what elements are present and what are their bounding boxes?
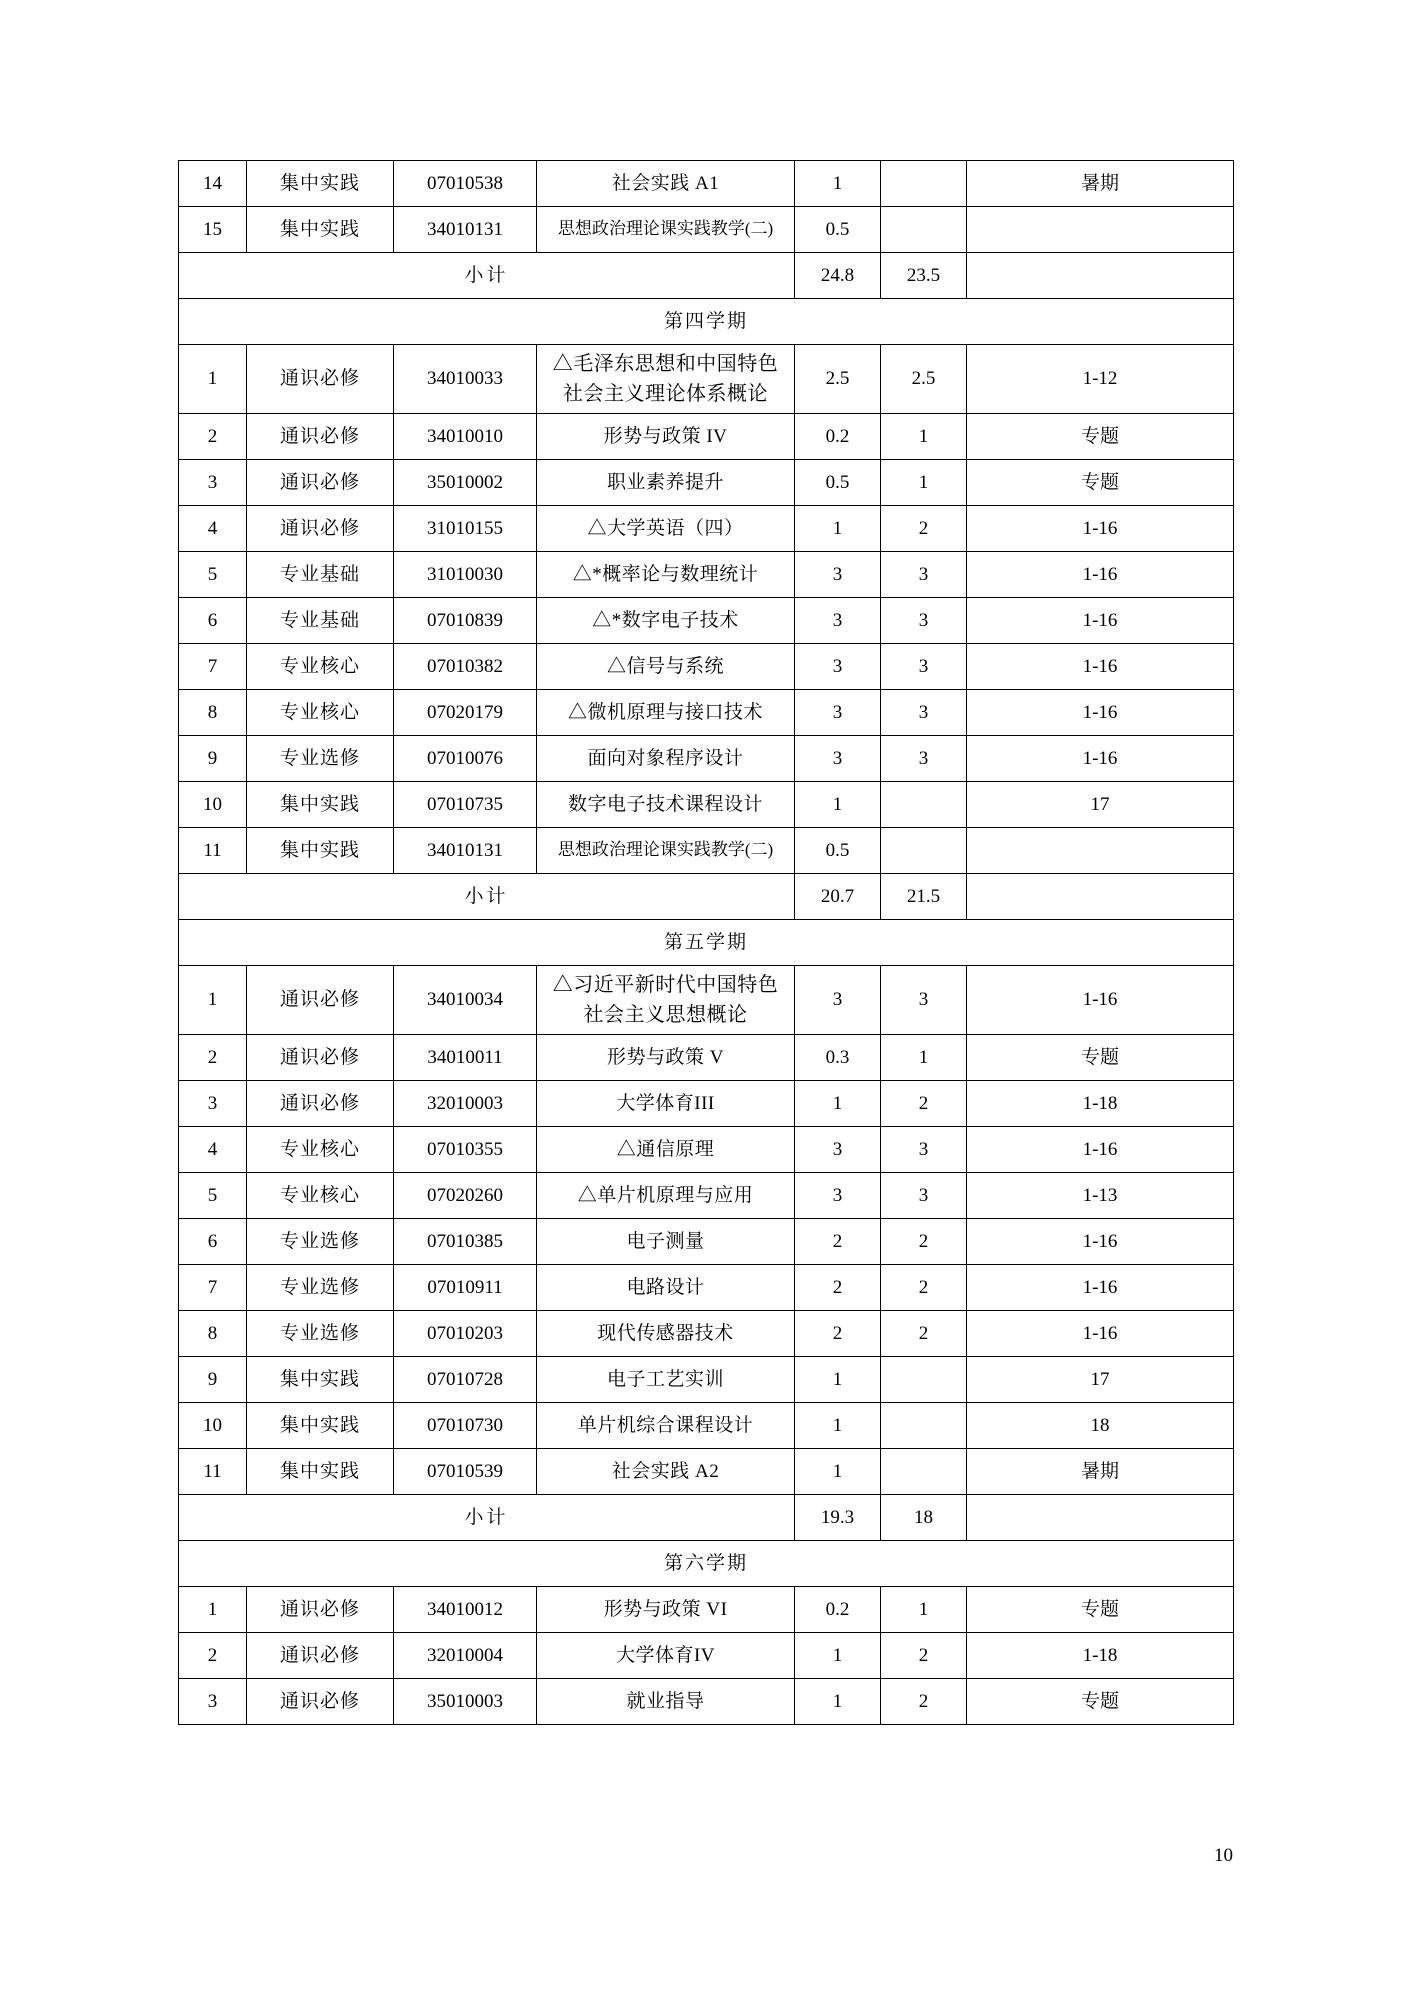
course-credit: 2 bbox=[795, 1219, 881, 1265]
row-index: 8 bbox=[179, 690, 247, 736]
course-credit: 3 bbox=[795, 1127, 881, 1173]
table-row bbox=[179, 1541, 1234, 1587]
table-row bbox=[179, 552, 1234, 598]
row-index: 10 bbox=[179, 782, 247, 828]
subtotal-hours: 23.5 bbox=[881, 253, 967, 299]
course-name: 面向对象程序设计 bbox=[537, 736, 795, 782]
table-row bbox=[179, 1357, 1234, 1403]
course-weeks: 1-16 bbox=[967, 598, 1234, 644]
course-category: 集中实践 bbox=[247, 828, 394, 874]
course-category: 专业基础 bbox=[247, 552, 394, 598]
course-category: 通识必修 bbox=[247, 1587, 394, 1633]
table-row bbox=[179, 1081, 1234, 1127]
course-name: 现代传感器技术 bbox=[537, 1311, 795, 1357]
course-code: 07020179 bbox=[394, 690, 537, 736]
table-row bbox=[179, 207, 1234, 253]
table-row bbox=[179, 874, 1234, 920]
course-name: 就业指导 bbox=[537, 1679, 795, 1725]
table-row bbox=[179, 1633, 1234, 1679]
row-index: 7 bbox=[179, 1265, 247, 1311]
row-index: 15 bbox=[179, 207, 247, 253]
course-category: 通识必修 bbox=[247, 1081, 394, 1127]
table-row bbox=[179, 1587, 1234, 1633]
course-name: △大学英语（四） bbox=[537, 506, 795, 552]
course-weeks: 18 bbox=[967, 1403, 1234, 1449]
course-weeks bbox=[967, 828, 1234, 874]
course-weeks: 1-16 bbox=[967, 736, 1234, 782]
table-row bbox=[179, 644, 1234, 690]
row-index: 4 bbox=[179, 506, 247, 552]
table-row bbox=[179, 460, 1234, 506]
row-index: 2 bbox=[179, 1633, 247, 1679]
table-row bbox=[179, 161, 1234, 207]
course-category: 通识必修 bbox=[247, 966, 394, 1035]
course-credit: 0.5 bbox=[795, 207, 881, 253]
course-hours: 3 bbox=[881, 1127, 967, 1173]
course-weeks: 专题 bbox=[967, 460, 1234, 506]
course-code: 32010004 bbox=[394, 1633, 537, 1679]
course-code: 32010003 bbox=[394, 1081, 537, 1127]
course-category: 通识必修 bbox=[247, 1633, 394, 1679]
course-hours bbox=[881, 828, 967, 874]
table-row bbox=[179, 1127, 1234, 1173]
subtotal-label: 小计 bbox=[179, 874, 795, 920]
course-category: 专业基础 bbox=[247, 598, 394, 644]
course-code: 07010728 bbox=[394, 1357, 537, 1403]
course-category: 专业核心 bbox=[247, 1173, 394, 1219]
course-credit: 3 bbox=[795, 552, 881, 598]
course-weeks: 1-13 bbox=[967, 1173, 1234, 1219]
row-index: 3 bbox=[179, 460, 247, 506]
course-hours: 2 bbox=[881, 1633, 967, 1679]
table-row bbox=[179, 1265, 1234, 1311]
table-row bbox=[179, 1035, 1234, 1081]
course-code: 34010033 bbox=[394, 345, 537, 414]
course-category: 专业核心 bbox=[247, 690, 394, 736]
subtotal-credit: 19.3 bbox=[795, 1495, 881, 1541]
course-hours bbox=[881, 782, 967, 828]
course-credit: 3 bbox=[795, 598, 881, 644]
course-category: 专业选修 bbox=[247, 736, 394, 782]
course-name: △信号与系统 bbox=[537, 644, 795, 690]
course-credit: 1 bbox=[795, 1679, 881, 1725]
row-index: 10 bbox=[179, 1403, 247, 1449]
course-credit: 3 bbox=[795, 690, 881, 736]
course-category: 集中实践 bbox=[247, 1449, 394, 1495]
curriculum-sheet bbox=[178, 160, 1233, 1725]
course-hours: 1 bbox=[881, 460, 967, 506]
course-name: 大学体育III bbox=[537, 1081, 795, 1127]
course-name: 职业素养提升 bbox=[537, 460, 795, 506]
course-code: 34010012 bbox=[394, 1587, 537, 1633]
course-hours: 2 bbox=[881, 506, 967, 552]
table-row bbox=[179, 1449, 1234, 1495]
course-code: 07010385 bbox=[394, 1219, 537, 1265]
course-name: △通信原理 bbox=[537, 1127, 795, 1173]
course-category: 通识必修 bbox=[247, 1035, 394, 1081]
row-index: 3 bbox=[179, 1081, 247, 1127]
course-code: 07010911 bbox=[394, 1265, 537, 1311]
course-credit: 1 bbox=[795, 1633, 881, 1679]
row-index: 11 bbox=[179, 1449, 247, 1495]
course-credit: 3 bbox=[795, 736, 881, 782]
course-name: 单片机综合课程设计 bbox=[537, 1403, 795, 1449]
course-weeks: 17 bbox=[967, 782, 1234, 828]
course-code: 07010539 bbox=[394, 1449, 537, 1495]
subtotal-weeks bbox=[967, 1495, 1234, 1541]
table-row bbox=[179, 299, 1234, 345]
course-credit: 3 bbox=[795, 966, 881, 1035]
course-name: 电路设计 bbox=[537, 1265, 795, 1311]
course-code: 31010030 bbox=[394, 552, 537, 598]
course-code: 07010735 bbox=[394, 782, 537, 828]
course-code: 34010011 bbox=[394, 1035, 537, 1081]
course-weeks: 1-12 bbox=[967, 345, 1234, 414]
course-weeks: 1-16 bbox=[967, 690, 1234, 736]
row-index: 14 bbox=[179, 161, 247, 207]
course-code: 34010034 bbox=[394, 966, 537, 1035]
course-code: 07010355 bbox=[394, 1127, 537, 1173]
course-hours: 1 bbox=[881, 414, 967, 460]
subtotal-hours: 18 bbox=[881, 1495, 967, 1541]
course-credit: 1 bbox=[795, 1081, 881, 1127]
course-weeks: 1-18 bbox=[967, 1633, 1234, 1679]
course-code: 07010538 bbox=[394, 161, 537, 207]
semester-section-header: 第六学期 bbox=[179, 1541, 1234, 1587]
course-code: 34010131 bbox=[394, 828, 537, 874]
course-name: 形势与政策 VI bbox=[537, 1587, 795, 1633]
course-name: 数字电子技术课程设计 bbox=[537, 782, 795, 828]
course-hours: 2.5 bbox=[881, 345, 967, 414]
course-credit: 1 bbox=[795, 1449, 881, 1495]
course-code: 34010131 bbox=[394, 207, 537, 253]
course-hours: 3 bbox=[881, 690, 967, 736]
semester-section-header: 第五学期 bbox=[179, 920, 1234, 966]
semester-section-header: 第四学期 bbox=[179, 299, 1234, 345]
course-credit: 3 bbox=[795, 644, 881, 690]
course-hours: 2 bbox=[881, 1219, 967, 1265]
row-index: 1 bbox=[179, 1587, 247, 1633]
table-row bbox=[179, 1495, 1234, 1541]
row-index: 2 bbox=[179, 1035, 247, 1081]
course-weeks bbox=[967, 207, 1234, 253]
row-index: 6 bbox=[179, 598, 247, 644]
row-index: 4 bbox=[179, 1127, 247, 1173]
course-category: 集中实践 bbox=[247, 1357, 394, 1403]
course-credit: 1 bbox=[795, 1357, 881, 1403]
course-category: 集中实践 bbox=[247, 161, 394, 207]
course-hours: 3 bbox=[881, 1173, 967, 1219]
curriculum-table-body bbox=[179, 161, 1234, 1725]
course-name: △*概率论与数理统计 bbox=[537, 552, 795, 598]
row-index: 1 bbox=[179, 966, 247, 1035]
course-hours: 2 bbox=[881, 1081, 967, 1127]
course-category: 通识必修 bbox=[247, 1679, 394, 1725]
course-weeks: 1-16 bbox=[967, 644, 1234, 690]
course-name: 思想政治理论课实践教学(二) bbox=[537, 207, 795, 253]
course-code: 31010155 bbox=[394, 506, 537, 552]
course-credit: 2.5 bbox=[795, 345, 881, 414]
course-name: 思想政治理论课实践教学(二) bbox=[537, 828, 795, 874]
course-category: 专业选修 bbox=[247, 1219, 394, 1265]
course-hours: 1 bbox=[881, 1035, 967, 1081]
table-row bbox=[179, 1403, 1234, 1449]
curriculum-table bbox=[178, 160, 1234, 1725]
table-row bbox=[179, 690, 1234, 736]
course-weeks: 专题 bbox=[967, 414, 1234, 460]
course-name: △*数字电子技术 bbox=[537, 598, 795, 644]
course-weeks: 1-16 bbox=[967, 966, 1234, 1035]
course-hours bbox=[881, 207, 967, 253]
row-index: 5 bbox=[179, 552, 247, 598]
row-index: 7 bbox=[179, 644, 247, 690]
course-name: 社会实践 A2 bbox=[537, 1449, 795, 1495]
table-row bbox=[179, 1679, 1234, 1725]
course-hours: 2 bbox=[881, 1679, 967, 1725]
table-row bbox=[179, 828, 1234, 874]
course-name: △单片机原理与应用 bbox=[537, 1173, 795, 1219]
course-weeks: 专题 bbox=[967, 1679, 1234, 1725]
course-category: 专业选修 bbox=[247, 1265, 394, 1311]
row-index: 6 bbox=[179, 1219, 247, 1265]
course-weeks: 1-16 bbox=[967, 1265, 1234, 1311]
course-weeks: 1-16 bbox=[967, 1127, 1234, 1173]
course-code: 07020260 bbox=[394, 1173, 537, 1219]
course-weeks: 专题 bbox=[967, 1587, 1234, 1633]
course-credit: 3 bbox=[795, 1173, 881, 1219]
row-index: 3 bbox=[179, 1679, 247, 1725]
course-weeks: 1-16 bbox=[967, 1311, 1234, 1357]
subtotal-weeks bbox=[967, 253, 1234, 299]
course-category: 集中实践 bbox=[247, 782, 394, 828]
row-index: 11 bbox=[179, 828, 247, 874]
course-category: 通识必修 bbox=[247, 345, 394, 414]
course-hours bbox=[881, 1449, 967, 1495]
course-code: 35010003 bbox=[394, 1679, 537, 1725]
course-weeks: 专题 bbox=[967, 1035, 1234, 1081]
course-hours: 2 bbox=[881, 1265, 967, 1311]
subtotal-label: 小计 bbox=[179, 253, 795, 299]
course-weeks: 17 bbox=[967, 1357, 1234, 1403]
course-category: 通识必修 bbox=[247, 506, 394, 552]
course-credit: 2 bbox=[795, 1311, 881, 1357]
course-weeks: 暑期 bbox=[967, 161, 1234, 207]
course-category: 通识必修 bbox=[247, 460, 394, 506]
row-index: 8 bbox=[179, 1311, 247, 1357]
course-credit: 0.2 bbox=[795, 414, 881, 460]
course-hours: 2 bbox=[881, 1311, 967, 1357]
table-row bbox=[179, 1219, 1234, 1265]
table-row bbox=[179, 782, 1234, 828]
course-credit: 0.3 bbox=[795, 1035, 881, 1081]
table-row bbox=[179, 1173, 1234, 1219]
course-hours bbox=[881, 161, 967, 207]
course-credit: 1 bbox=[795, 506, 881, 552]
course-name: 形势与政策 V bbox=[537, 1035, 795, 1081]
subtotal-weeks bbox=[967, 874, 1234, 920]
course-credit: 2 bbox=[795, 1265, 881, 1311]
course-code: 07010076 bbox=[394, 736, 537, 782]
course-weeks: 1-16 bbox=[967, 552, 1234, 598]
course-name: △习近平新时代中国特色 社会主义思想概论 bbox=[537, 966, 795, 1035]
course-weeks: 1-16 bbox=[967, 506, 1234, 552]
course-category: 专业选修 bbox=[247, 1311, 394, 1357]
course-name: 大学体育IV bbox=[537, 1633, 795, 1679]
course-category: 专业核心 bbox=[247, 1127, 394, 1173]
course-hours bbox=[881, 1357, 967, 1403]
course-hours bbox=[881, 1403, 967, 1449]
course-credit: 1 bbox=[795, 1403, 881, 1449]
table-row bbox=[179, 506, 1234, 552]
course-weeks: 1-18 bbox=[967, 1081, 1234, 1127]
course-category: 专业核心 bbox=[247, 644, 394, 690]
course-name: 社会实践 A1 bbox=[537, 161, 795, 207]
table-row bbox=[179, 966, 1234, 1035]
course-hours: 1 bbox=[881, 1587, 967, 1633]
course-credit: 0.2 bbox=[795, 1587, 881, 1633]
course-code: 07010382 bbox=[394, 644, 537, 690]
row-index: 9 bbox=[179, 736, 247, 782]
course-code: 07010839 bbox=[394, 598, 537, 644]
course-code: 07010730 bbox=[394, 1403, 537, 1449]
table-row bbox=[179, 920, 1234, 966]
table-row bbox=[179, 253, 1234, 299]
row-index: 1 bbox=[179, 345, 247, 414]
course-weeks: 1-16 bbox=[967, 1219, 1234, 1265]
course-hours: 3 bbox=[881, 552, 967, 598]
course-credit: 0.5 bbox=[795, 828, 881, 874]
course-name: 形势与政策 IV bbox=[537, 414, 795, 460]
course-name: 电子工艺实训 bbox=[537, 1357, 795, 1403]
course-category: 集中实践 bbox=[247, 1403, 394, 1449]
course-code: 34010010 bbox=[394, 414, 537, 460]
course-name: △毛泽东思想和中国特色 社会主义理论体系概论 bbox=[537, 345, 795, 414]
course-category: 集中实践 bbox=[247, 207, 394, 253]
course-hours: 3 bbox=[881, 598, 967, 644]
table-row bbox=[179, 736, 1234, 782]
subtotal-label: 小计 bbox=[179, 1495, 795, 1541]
course-code: 35010002 bbox=[394, 460, 537, 506]
subtotal-credit: 20.7 bbox=[795, 874, 881, 920]
course-credit: 0.5 bbox=[795, 460, 881, 506]
course-hours: 3 bbox=[881, 644, 967, 690]
row-index: 2 bbox=[179, 414, 247, 460]
course-weeks: 暑期 bbox=[967, 1449, 1234, 1495]
table-row bbox=[179, 414, 1234, 460]
row-index: 5 bbox=[179, 1173, 247, 1219]
table-row bbox=[179, 598, 1234, 644]
course-credit: 1 bbox=[795, 782, 881, 828]
row-index: 9 bbox=[179, 1357, 247, 1403]
table-row bbox=[179, 345, 1234, 414]
course-name: △微机原理与接口技术 bbox=[537, 690, 795, 736]
subtotal-credit: 24.8 bbox=[795, 253, 881, 299]
course-hours: 3 bbox=[881, 966, 967, 1035]
course-name: 电子测量 bbox=[537, 1219, 795, 1265]
page-number: 10 bbox=[1214, 1845, 1233, 1866]
course-category: 通识必修 bbox=[247, 414, 394, 460]
course-code: 07010203 bbox=[394, 1311, 537, 1357]
subtotal-hours: 21.5 bbox=[881, 874, 967, 920]
table-row bbox=[179, 1311, 1234, 1357]
course-hours: 3 bbox=[881, 736, 967, 782]
course-credit: 1 bbox=[795, 161, 881, 207]
